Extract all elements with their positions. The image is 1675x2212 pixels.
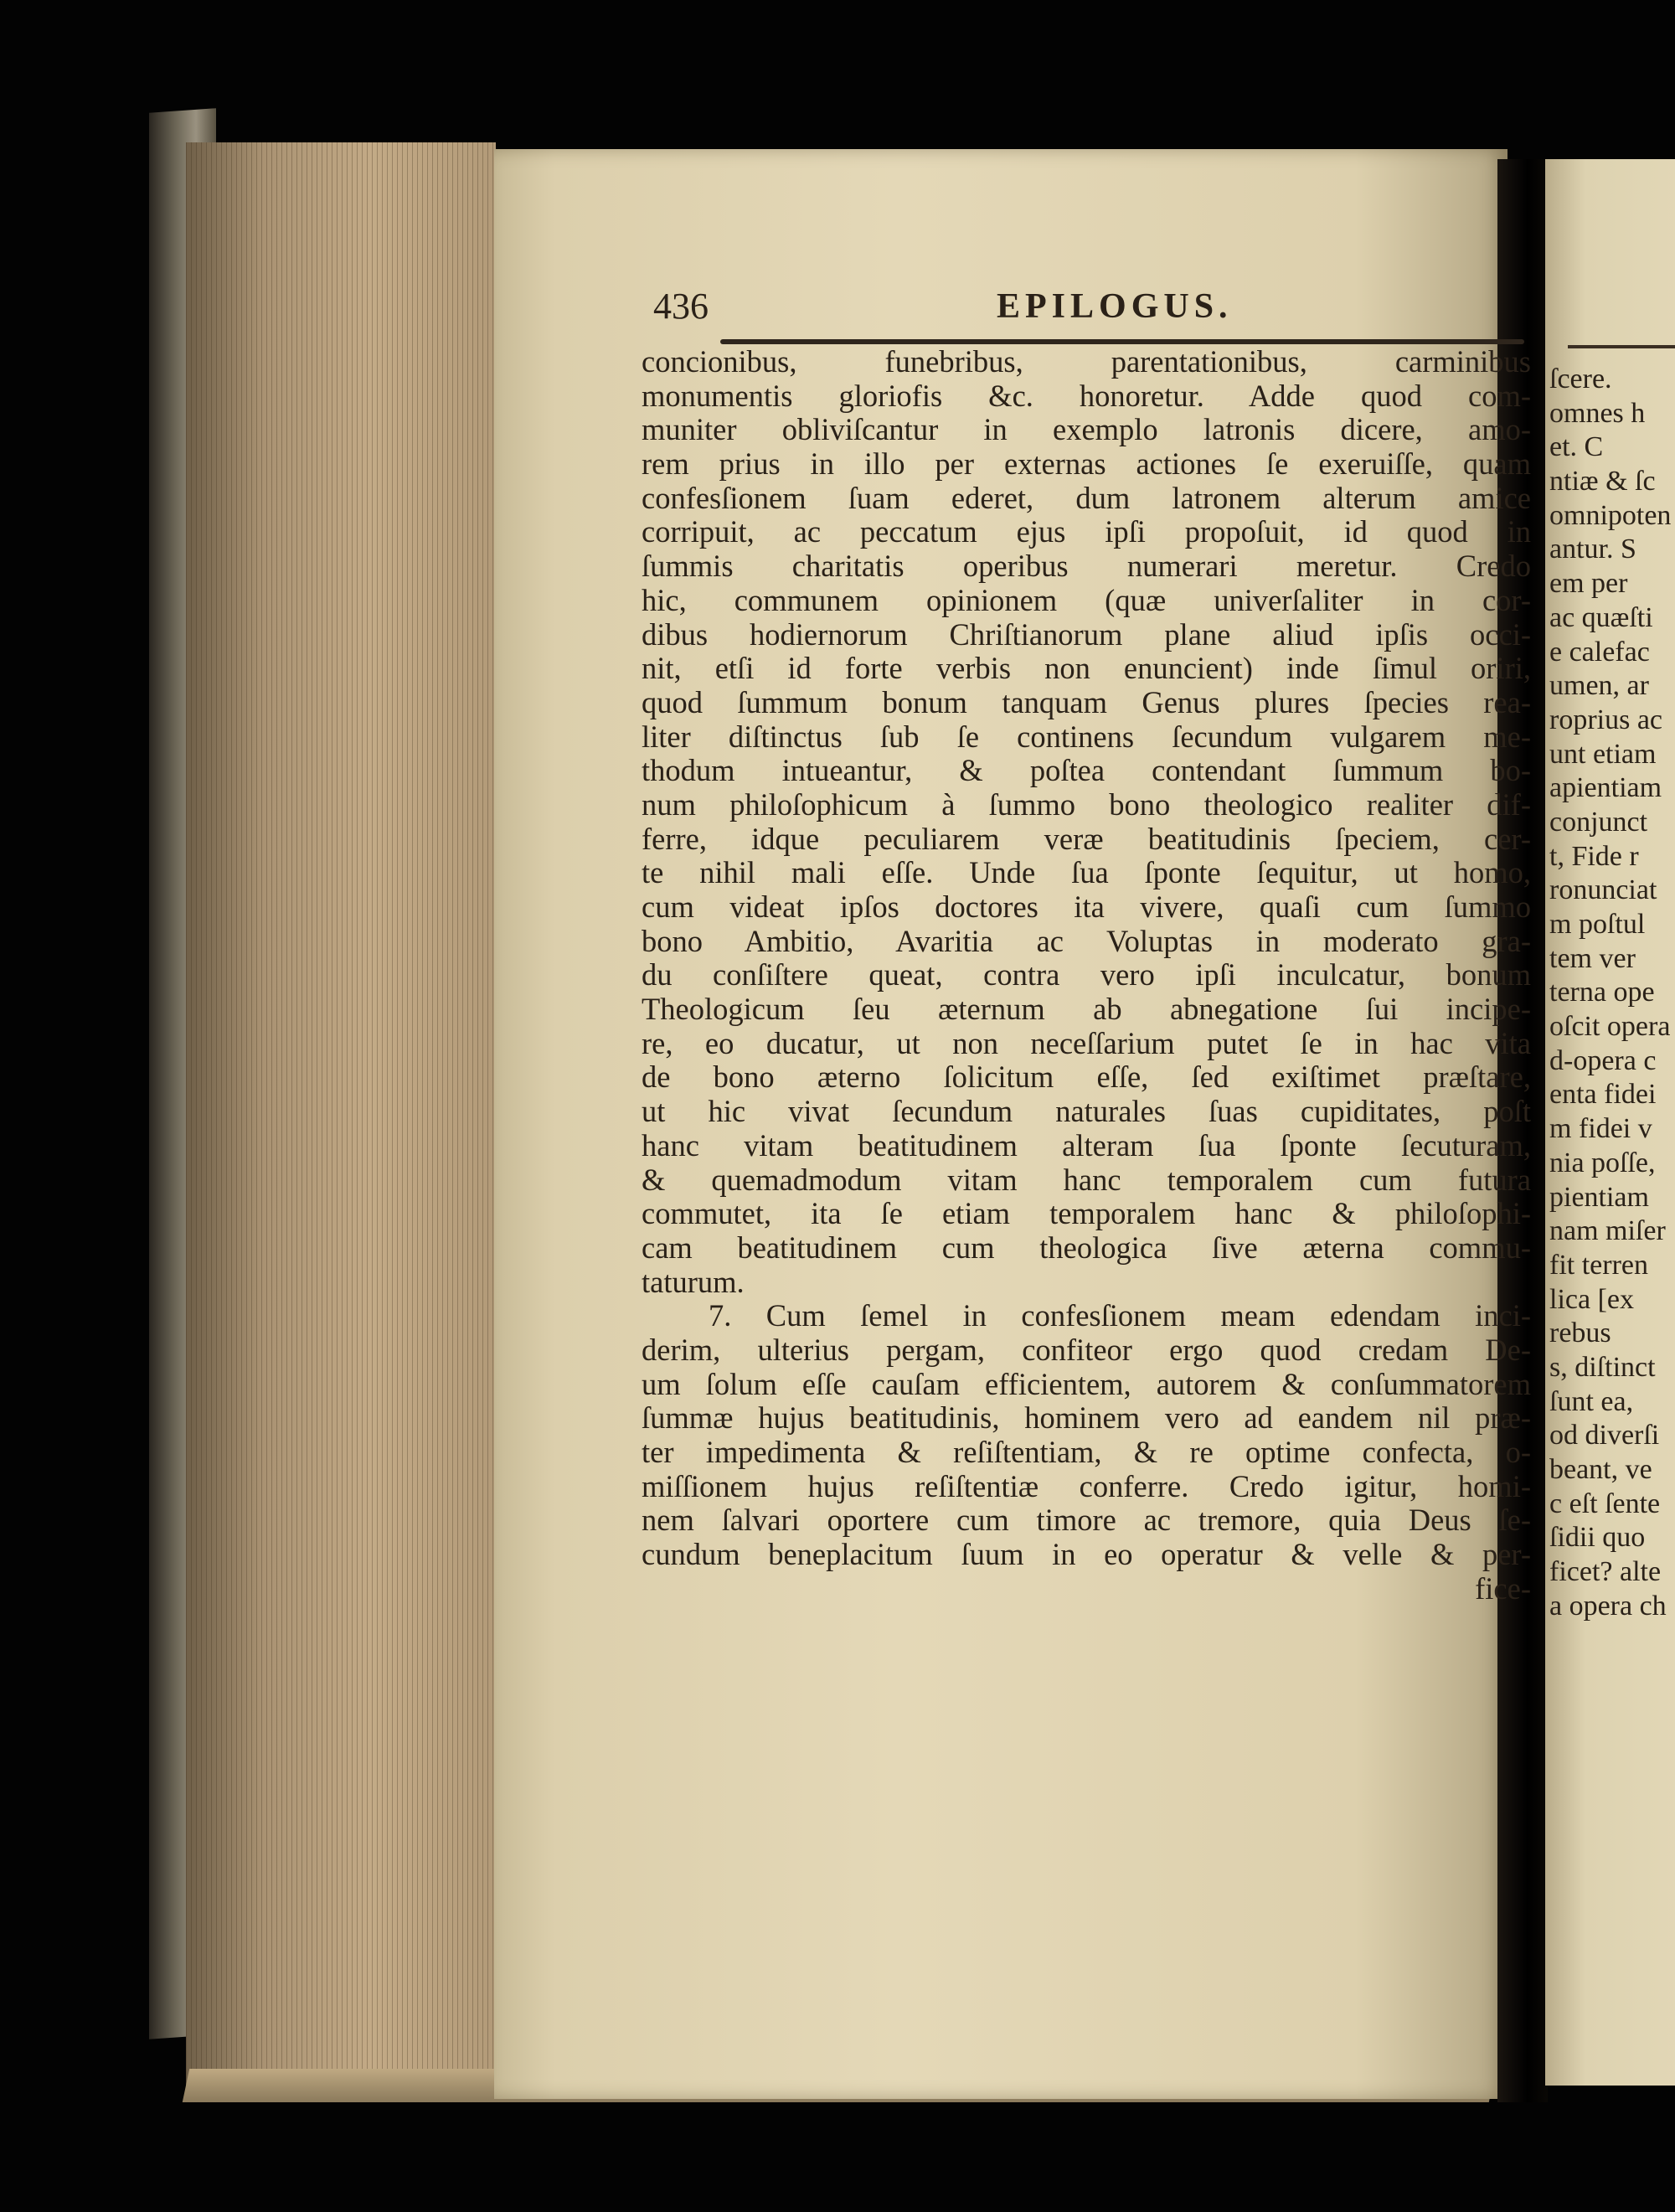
right-line: ſunt ea, — [1549, 1385, 1634, 1417]
right-line: umen, ar — [1549, 670, 1649, 702]
header-rule — [720, 339, 1524, 344]
right-line: ronunciat — [1549, 874, 1657, 906]
right-line: e calefac — [1549, 636, 1650, 668]
page-header — [653, 285, 1524, 335]
right-line: apientiam — [1549, 772, 1662, 804]
text-line: dibus hodiernorum Chriſtianorum plane aliud ipſis occi- — [642, 617, 1531, 652]
right-line: nam miſer — [1549, 1215, 1666, 1247]
right-line: antur. S — [1549, 534, 1636, 565]
right-line: od diverſi — [1549, 1420, 1660, 1451]
text-line: & quemadmodum vitam hanc temporalem cum futura — [642, 1163, 1531, 1197]
right-line: m poſtul — [1549, 909, 1646, 940]
right-line: s, diſtinct — [1549, 1351, 1656, 1383]
right-line: pientiam — [1549, 1181, 1649, 1213]
right-line: roprius ac — [1549, 704, 1663, 735]
text-line: ſummæ hujus beatitudinis, hominem vero ad eandem nil præ- — [642, 1401, 1531, 1436]
text-line: quod ſummum bonum tanquam Genus plures ſpecies rea- — [642, 685, 1531, 719]
text-line: te nihil mali eſſe. Unde ſua ſponte ſequitur, ut homo, — [642, 856, 1531, 890]
text-line: rem prius in illo per externas actiones ſe exeruiſſe, quam — [642, 447, 1531, 482]
text-line: monumentis gloriofis &c. honoretur. Adde quod com- — [642, 379, 1531, 413]
right-line: fit terren — [1549, 1249, 1648, 1281]
text-line: nem ſalvari oportere cum timore ac tremore, quia Deus ſe- — [642, 1503, 1531, 1538]
text-line: ferre, idque peculiarem veræ beatitudinis ſpeciem, cer- — [642, 822, 1531, 856]
text-line: 7. Cum ſemel in confesſionem meam edendam inci- — [709, 1299, 1531, 1333]
right-line: ntiæ & ſc — [1549, 466, 1656, 498]
right-line: oſcit opera — [1549, 1011, 1671, 1043]
right-header-rule — [1568, 345, 1675, 348]
text-line: cam beatitudinem cum theologica ſive æterna commu- — [642, 1230, 1531, 1265]
text-line: commutet, ita ſe etiam temporalem hanc & philoſophi- — [642, 1197, 1531, 1231]
text-line: confesſionem ſuam ederet, dum latronem alterum amice — [642, 481, 1531, 515]
catchword: fice- — [1475, 1571, 1531, 1606]
right-line: unt etiam — [1549, 738, 1657, 770]
right-line: ac quæſti — [1549, 601, 1653, 633]
right-line: omnipoten — [1549, 499, 1672, 531]
page-number: 436 — [653, 286, 709, 327]
text-line: ut hic vivat ſecundum naturales ſuas cupiditates, poſt — [642, 1095, 1531, 1129]
right-line: em per — [1549, 568, 1628, 600]
text-line: corripuit, ac peccatum ejus ipſi propoſuit, id quod in — [642, 515, 1531, 549]
right-line: ſidii quo — [1549, 1522, 1646, 1554]
text-line: taturum. — [642, 1265, 745, 1299]
right-line: enta fidei — [1549, 1079, 1657, 1111]
right-line: rebus — [1549, 1317, 1611, 1349]
text-line: miſſionem hujus reſiſtentiæ conferre. Credo igitur, homi- — [642, 1469, 1531, 1503]
text-line: cundum beneplacitum ſuum in eo operatur & velle & per- — [642, 1538, 1531, 1572]
right-line: beant, ve — [1549, 1454, 1652, 1485]
right-line: c eſt ſente — [1549, 1488, 1661, 1519]
right-line: ficet? alte — [1549, 1556, 1662, 1588]
right-line: d-opera c — [1549, 1044, 1657, 1076]
text-line: muniter obliviſcantur in exemplo latronis dicere, amo- — [642, 413, 1531, 447]
right-page-text — [1549, 363, 1675, 1623]
text-line: derim, ulterius pergam, confiteor ergo quod credam De- — [642, 1333, 1531, 1367]
text-line: cum videat ipſos doctores ita vivere, quaſi cum ſummo — [642, 890, 1531, 924]
running-head: EPILOGUS. — [997, 287, 1233, 326]
right-line: ſcere. — [1549, 364, 1612, 394]
body-text — [642, 345, 1531, 1606]
text-line: hic, communem opinionem (quæ univerſaliter in cor- — [642, 583, 1531, 617]
right-line: m fidei v — [1549, 1113, 1652, 1145]
right-line: conjunct — [1549, 806, 1648, 838]
right-line: t, Fide r — [1549, 840, 1639, 872]
text-line: de bono æterno ſolicitum eſſe, ſed exiſtimet præſtare, — [642, 1060, 1531, 1095]
text-line: du conſiſtere queat, contra vero ipſi inculcatur, bonum — [642, 958, 1531, 993]
right-line: terna ope — [1549, 977, 1655, 1008]
text-line: nit, etſi id forte verbis non enuncient) inde ſimul oriri, — [642, 652, 1531, 686]
text-line: concionibus, funebribus, parentationibus, carminibus — [642, 345, 1531, 379]
text-line: num philoſophicum à ſummo bono theologico realiter dif- — [642, 787, 1531, 822]
text-line: hanc vitam beatitudinem alteram ſua ſponte ſecuturam, — [642, 1128, 1531, 1163]
text-line: ter impedimenta & reſiſtentiam, & re optime confecta, o- — [642, 1436, 1531, 1469]
text-line: re, eo ducatur, ut non neceſſarium putet ſe in hac vita — [642, 1026, 1531, 1060]
text-line: ſummis charitatis operibus numerari meretur. Credo — [642, 549, 1531, 584]
text-line: bono Ambitio, Avaritia ac Voluptas in moderato gra- — [642, 924, 1531, 958]
text-line: thodum intueantur, & poſtea contendant ſummum bo- — [642, 754, 1531, 788]
right-line: et. C — [1549, 431, 1604, 463]
right-line: nia poſſe, — [1549, 1147, 1656, 1178]
text-line: liter diſtinctus ſub ſe continens ſecundum vulgarem me- — [642, 719, 1531, 754]
right-line: tem ver — [1549, 942, 1636, 974]
text-line: Theologicum ſeu æternum ab abnegatione ſui incipe- — [642, 993, 1531, 1027]
right-line: lica [ex — [1549, 1283, 1634, 1315]
page-edge-fore — [186, 142, 496, 2094]
text-line: um ſolum eſſe cauſam efficientem, autorem & conſummatorem — [642, 1367, 1531, 1401]
right-line: a opera ch — [1549, 1590, 1667, 1622]
right-line: omnes h — [1549, 397, 1646, 429]
